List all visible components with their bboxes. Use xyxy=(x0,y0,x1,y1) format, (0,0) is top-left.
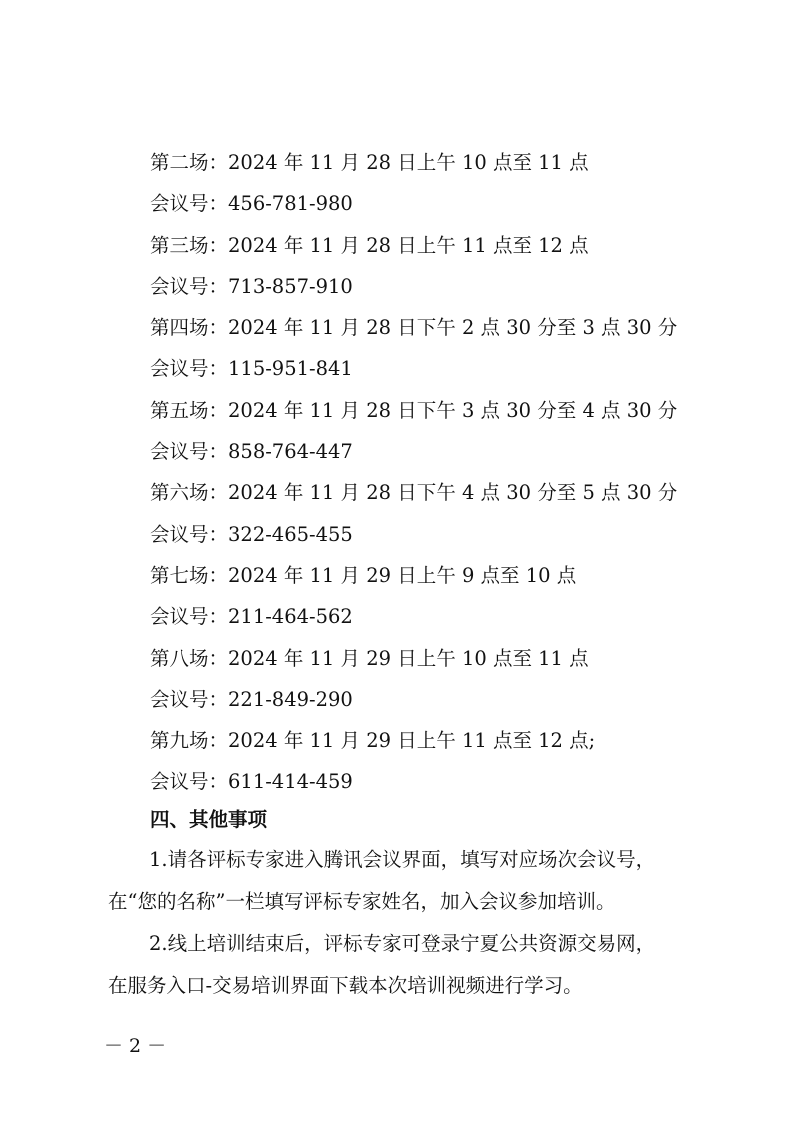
session-time: 第九场：2024 年 11 月 29 日上午 11 点至 12 点; xyxy=(150,729,596,753)
meeting-number: 会议号：713-857-910 xyxy=(150,274,353,298)
paragraph-instruction-1 xyxy=(108,839,708,922)
session-time: 第四场：2024 年 11 月 28 日下午 2 点 30 分至 3 点 30 分 xyxy=(150,316,678,340)
meeting-number: 会议号：611-414-459 xyxy=(150,770,353,794)
meeting-number: 会议号：115-951-841 xyxy=(150,357,353,381)
session-time: 第六场：2024 年 11 月 28 日下午 4 点 30 分至 5 点 30 分 xyxy=(150,481,678,505)
meeting-number: 会议号：221-849-290 xyxy=(150,687,353,711)
paragraph-line: 在“您的名称”一栏填写评标专家姓名，加入会议参加培训。 xyxy=(108,889,616,913)
session-time: 第五场：2024 年 11 月 28 日下午 3 点 30 分至 4 点 30 分 xyxy=(150,398,678,422)
page-number: － 2 － xyxy=(104,1035,167,1057)
section-heading: 四、其他事项 xyxy=(150,808,268,831)
meeting-number: 会议号：456-781-980 xyxy=(150,192,353,216)
session-time: 第二场：2024 年 11 月 28 日上午 10 点至 11 点 xyxy=(150,151,589,174)
paragraph-line: 在服务入口-交易培训界面下载本次培训视频进行学习。 xyxy=(108,973,583,997)
session-time: 第三场：2024 年 11 月 28 日上午 11 点至 12 点 xyxy=(150,233,589,257)
paragraph-instruction-2 xyxy=(108,923,708,1006)
meeting-number: 会议号：322-465-455 xyxy=(150,522,353,546)
paragraph-line: 1.请各评标专家进入腾讯会议界面，填写对应场次会议号， xyxy=(149,848,656,871)
session-time: 第七场：2024 年 11 月 29 日上午 9 点至 10 点 xyxy=(150,563,577,587)
session-list xyxy=(150,142,677,803)
meeting-number: 会议号：858-764-447 xyxy=(150,440,353,464)
paragraph-line: 2.线上培训结束后，评标专家可登录宁夏公共资源交易网， xyxy=(149,932,656,955)
meeting-number: 会议号：211-464-562 xyxy=(150,605,353,629)
session-time: 第八场：2024 年 11 月 29 日上午 10 点至 11 点 xyxy=(150,646,589,670)
